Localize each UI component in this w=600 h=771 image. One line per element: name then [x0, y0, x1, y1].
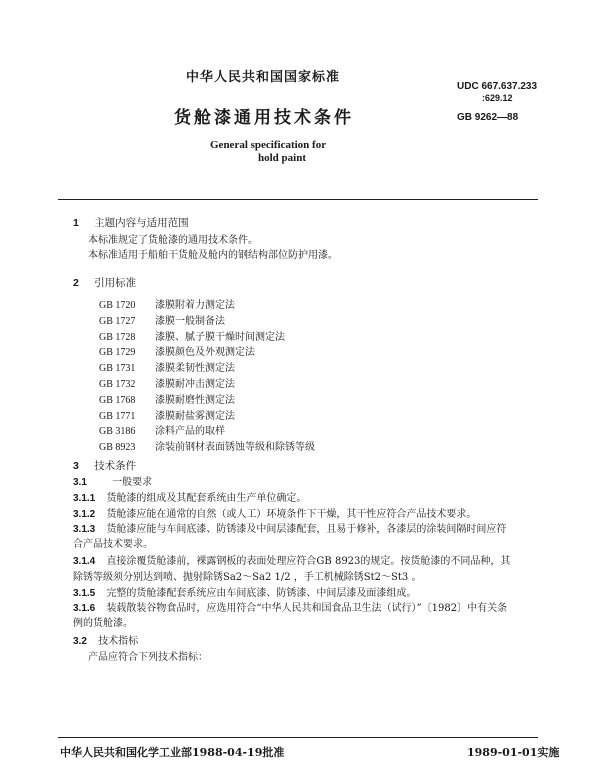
clause-3-1 [73, 478, 152, 488]
referenced-standard-row [99, 438, 315, 453]
implementation-date: 1989-01-01实施 [467, 746, 560, 759]
standard-code: GB 1771 [99, 410, 136, 422]
clause-number: 3.1.6 [73, 603, 96, 614]
footer-divider [58, 737, 538, 738]
clause-3-1-2 [73, 510, 476, 520]
clause-text-line-1: 装载散装谷物食品时，应选用符合“中华人民共和国食品卫生法（试行）”〔1982〕中有关条 [106, 603, 508, 614]
referenced-standard-row [99, 359, 235, 374]
standard-code: GB 1720 [99, 300, 136, 311]
standard-code: GB 1768 [99, 394, 136, 406]
section-1-paragraph-2: 本标准适用于船舶干货舱及舱内的钢结构部位防护用漆。 [88, 250, 338, 261]
referenced-standard-row [99, 312, 225, 327]
standard-code: GB 1731 [99, 363, 136, 375]
clause-number: 3.1.5 [73, 588, 96, 599]
standard-name: 涂装前钢材表面锈蚀等级和除锈等级 [155, 442, 315, 454]
document-title: 货舱漆通用技术条件 [174, 108, 354, 128]
clause-number: 3.2 [73, 636, 87, 647]
clause-3-2 [73, 637, 138, 647]
english-title-line-1: General specification for [210, 139, 327, 151]
clause-number: 3.1.4 [73, 556, 96, 567]
standard-name: 漆膜耐磨性测定法 [155, 394, 235, 406]
clause-number: 3.1.2 [73, 509, 96, 520]
english-title-line-2: hold paint [258, 152, 306, 164]
standard-code: GB 1727 [99, 315, 136, 327]
gb-standard-number: GB 9262—88 [457, 112, 519, 123]
standard-name: 漆膜耐冲击测定法 [155, 379, 235, 390]
udc-code-continued: :629.12 [482, 93, 513, 103]
clause-text-line-1: 货舱漆应能与车间底漆、防锈漆及中间层漆配套，且易于修补，各漆层的涂装间隔时间应符 [106, 524, 507, 535]
section-3-title: 技术条件 [94, 460, 137, 472]
standard-name: 漆膜、腻子膜干燥时间测定法 [155, 331, 285, 343]
standard-name: 漆膜一般制备法 [155, 315, 225, 327]
standard-code: GB 8923 [99, 442, 136, 454]
section-1-title: 主题内容与适用范围 [94, 217, 189, 229]
udc-code: UDC 667.637.233 [457, 81, 538, 92]
section-2-title: 引用标准 [94, 277, 137, 289]
standard-name: 漆膜附着力测定法 [155, 300, 235, 311]
clause-number: 3.1.1 [73, 493, 96, 504]
clause-3-1-1 [73, 494, 306, 504]
clause-3-1-5 [73, 589, 416, 599]
section-3-number: 3 [73, 460, 79, 472]
standard-name: 涂料产品的取样 [155, 426, 225, 438]
header-divider [58, 199, 538, 200]
standard-org-heading: 中华人民共和国国家标准 [186, 70, 341, 85]
clause-title: 一般要求 [112, 477, 153, 488]
standard-code: GB 3186 [99, 426, 136, 438]
section-1-paragraph-1: 本标准规定了货舱漆的通用技术条件。 [88, 235, 258, 246]
clause-text-line-1: 直接涂覆货舱漆前，裸露钢板的表面处理应符合GB 8923的规定。按货舱漆的不同品种，其 [106, 556, 511, 567]
standard-code: GB 1728 [99, 331, 136, 343]
standard-code: GB 1732 [99, 379, 136, 390]
clause-number: 3.1.3 [73, 524, 96, 535]
standard-code: GB 1729 [99, 347, 136, 359]
referenced-standard-row [99, 343, 255, 358]
section-2-heading [73, 275, 136, 290]
referenced-standard-row [99, 407, 235, 422]
referenced-standard-row [99, 328, 285, 343]
approval-line: 中华人民共和国化学工业部1988-04-19批准 [60, 746, 285, 759]
clause-title: 技术指标 [98, 636, 139, 647]
clause-text: 货舱漆应能在通常的自然（或人工）环境条件下干燥，其干性应符合产品技术要求。 [106, 509, 477, 520]
section-1-number: 1 [73, 217, 79, 229]
clause-3-1-4-line-2: 除锈等级须分别达到喷、抛射除锈Sa2～Sa2 1/2 ，手工机械除锈St2～St3 。 [73, 572, 422, 583]
clause-text: 货舱漆的组成及其配套系统由生产单位确定。 [106, 493, 307, 504]
clause-3-1-3-line-2: 合产品技术要求。 [73, 539, 153, 550]
clause-3-2-text: 产品应符合下列技术指标： [88, 652, 208, 663]
referenced-standard-row [99, 375, 235, 390]
referenced-standard-row [99, 391, 235, 406]
section-2-number: 2 [73, 277, 79, 289]
referenced-standard-row [99, 422, 225, 437]
section-3-heading [73, 458, 136, 473]
standard-name: 漆膜颜色及外观测定法 [155, 347, 255, 359]
clause-text: 完整的货舱漆配套系统应由车间底漆、防锈漆、中间层漆及面漆组成。 [106, 588, 417, 599]
standard-name: 漆膜耐盐雾测定法 [155, 410, 235, 422]
referenced-standard-row [99, 296, 235, 311]
clause-3-1-4 [73, 557, 510, 567]
clause-3-1-6-line-2: 例的货舱漆。 [73, 618, 133, 629]
section-1-heading [73, 215, 189, 230]
clause-3-1-3 [73, 525, 506, 535]
clause-3-1-6 [73, 604, 507, 614]
standard-name: 漆膜柔韧性测定法 [155, 363, 235, 375]
clause-number: 3.1 [73, 477, 87, 488]
